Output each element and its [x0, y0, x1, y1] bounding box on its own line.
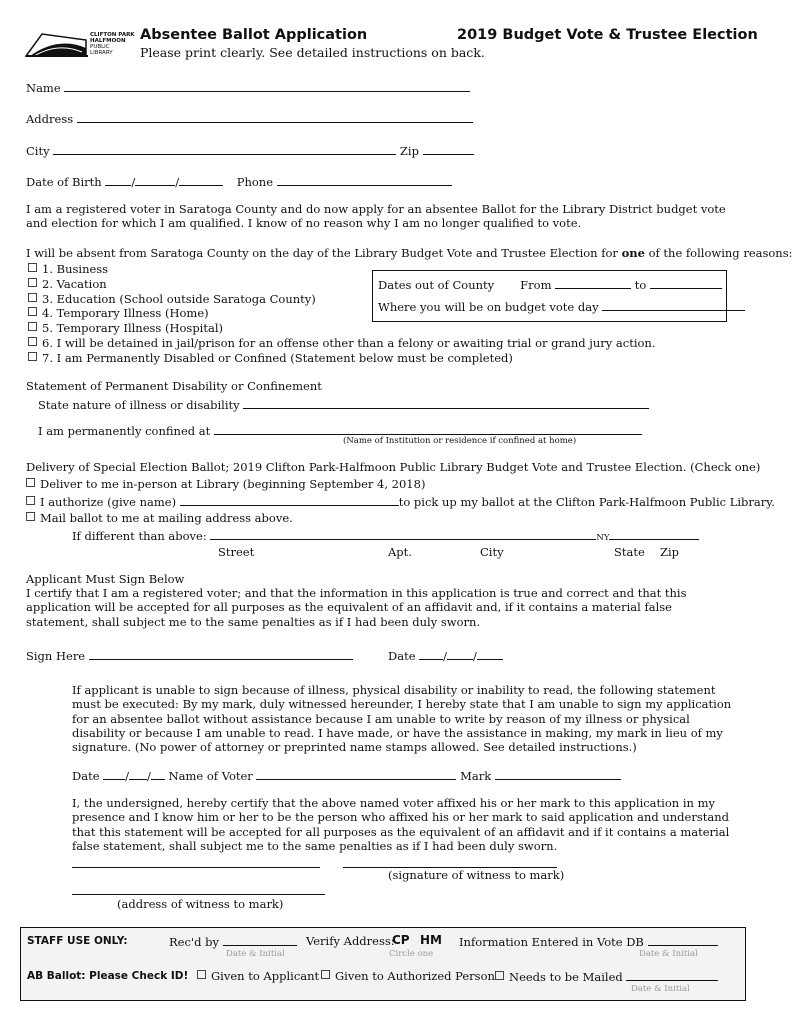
- reason-label: 1. Business: [42, 262, 109, 276]
- zip-caption: Zip: [660, 545, 680, 559]
- zip-label: Zip: [399, 144, 419, 158]
- checkbox[interactable]: [321, 970, 330, 979]
- reason-label: 3. Education (School outside Saratoga County): [42, 291, 316, 306]
- sign-date-month[interactable]: [419, 648, 443, 660]
- sign-date-year[interactable]: [477, 648, 503, 660]
- mailing-address-field[interactable]: [210, 528, 596, 540]
- entered-field[interactable]: [648, 934, 718, 946]
- ab-ballot-label: AB Ballot: Please Check ID!: [27, 970, 189, 982]
- confined-note: (Name of Institution or residence if confined at home): [343, 436, 577, 446]
- verify-label: Verify Address:: [306, 934, 395, 948]
- confined-field[interactable]: [214, 423, 642, 435]
- checkbox[interactable]: [26, 478, 35, 487]
- needs-mailed-option[interactable]: [495, 969, 718, 984]
- given-authorized-option[interactable]: [321, 969, 495, 983]
- mailed-field[interactable]: [626, 969, 718, 981]
- checkbox[interactable]: [28, 322, 37, 331]
- confined-label: I am permanently confined at: [38, 424, 211, 438]
- reason-7[interactable]: [28, 351, 656, 366]
- zip-field[interactable]: [423, 143, 474, 155]
- checkbox[interactable]: [495, 971, 504, 980]
- disability-title: Statement of Permanent Disability or Confinement: [26, 379, 322, 393]
- absent-end: of the following reasons:: [644, 246, 793, 260]
- reason-label: 2. Vacation: [42, 276, 107, 291]
- apt-caption: Apt.: [388, 545, 412, 559]
- state-caption: State: [614, 545, 645, 559]
- to-date-field[interactable]: [650, 277, 722, 289]
- mark-statement: [72, 683, 737, 754]
- mark-bold-2: must be executed:: [72, 697, 179, 712]
- witness-signature-field[interactable]: [343, 856, 557, 868]
- mark-bold-1: If applicant is unable to sign because of illness, physical disability or inability to read, the following statement: [72, 683, 716, 697]
- sign-date-label: Date: [388, 649, 416, 663]
- certify-text: I certify that I am a registered voter; and that the information in this application is true and correct and that this application will be accepted for all purposes as the equivalent of an affidavit and, if it contains a material false statement, shall subject me to the same penalties as if I had been duly sworn.: [26, 586, 687, 629]
- recd-label: Rec'd by: [169, 935, 219, 949]
- ny-label: NY: [596, 533, 610, 543]
- address-field[interactable]: [77, 111, 473, 123]
- dob-year-field[interactable]: [179, 174, 223, 186]
- delivery-option-3[interactable]: [26, 511, 293, 525]
- logo-line-4: LIBRARY: [90, 50, 113, 56]
- recd-date-initial: Date & Initial: [226, 949, 285, 959]
- name-voter-label: Name of Voter: [168, 769, 253, 783]
- checkbox[interactable]: [28, 352, 37, 361]
- where-label: Where you will be on budget vote day: [378, 300, 599, 314]
- mark-date-month[interactable]: [103, 768, 125, 780]
- checkbox[interactable]: [26, 496, 35, 505]
- hm-option[interactable]: HM: [420, 933, 442, 947]
- from-label: From: [520, 278, 552, 292]
- checkbox[interactable]: [28, 278, 37, 287]
- sign-title: Applicant Must Sign Below: [26, 572, 185, 586]
- library-logo-icon: [24, 28, 90, 58]
- delivery-option-label-end: to pick up my ballot at the Clifton Park-Halfmoon Public Library.: [398, 495, 775, 509]
- nature-label: State nature of illness or disability: [38, 398, 240, 412]
- reason-label: 7. I am Permanently Disabled or Confined (Statement below must be completed): [42, 350, 513, 365]
- cp-option[interactable]: CP: [392, 933, 410, 947]
- delivery-text: 2019 Clifton Park-Halfmoon Public Library Budget Vote and Trustee Election. (Check one): [229, 460, 761, 474]
- absent-mid: on the day of the Library Budget Vote and Trustee Election for: [248, 246, 622, 260]
- delivery-option-2[interactable]: [26, 494, 775, 509]
- address-label: Address: [26, 112, 74, 126]
- mark-date-label: Date: [72, 769, 100, 783]
- circle-one-caption: Circle one: [389, 949, 434, 959]
- mailed-date-initial: Date & Initial: [631, 984, 690, 994]
- phone-field[interactable]: [277, 174, 452, 186]
- election-title: 2019 Budget Vote & Trustee Election: [457, 27, 758, 43]
- mailing-zip-field[interactable]: [609, 528, 699, 540]
- sign-date-day[interactable]: [447, 648, 473, 660]
- delivery-option-label: Mail ballot to me at mailing address above.: [40, 511, 293, 525]
- staff-use-box: [20, 927, 746, 1001]
- delivery-option-1[interactable]: [26, 477, 425, 491]
- from-date-field[interactable]: [555, 277, 631, 289]
- given-applicant-option[interactable]: [197, 969, 319, 983]
- entered-label: Information Entered in Vote DB: [459, 935, 644, 949]
- declaration-bold: I am a registered voter in Saratoga County: [26, 202, 278, 216]
- street-caption: Street: [218, 545, 255, 559]
- library-logo: [24, 28, 90, 61]
- witness-statement: I, the undersigned, hereby certify that the above named voter affixed his or her mark to this application in my presence and I know him or her to be the person who affixed his or her mark to said application and understand that this statement will be accepted for all purposes as the equivalent of an affidavit and if it contains a material false statement, shall subject me to the same penalties as if I had been duly sworn.: [72, 796, 730, 853]
- name-field[interactable]: [64, 80, 470, 92]
- staff-use-label: STAFF USE ONLY:: [27, 935, 128, 947]
- reason-6[interactable]: [28, 336, 656, 351]
- witness-address-field[interactable]: [72, 883, 325, 895]
- mark-date-year[interactable]: [151, 768, 165, 780]
- if-different-label: If different than above:: [72, 529, 207, 543]
- mark-text: By my mark, duly witnessed hereunder, I hereby state that I am unable to sign my application for an absentee ballot without assistance because I am unable to write by reason of my illness or physical disability or because I am unable to read. I have made, or have the assistance in making, my mark in lieu of my signature. (No power of attorney or preprinted name stamps allowed. See detailed instructions.): [72, 697, 732, 755]
- mark-field[interactable]: [495, 768, 621, 780]
- checkbox[interactable]: [28, 337, 37, 346]
- nature-field[interactable]: [243, 397, 649, 409]
- to-label: to: [634, 278, 647, 292]
- checkbox[interactable]: [26, 512, 35, 521]
- city-caption: City: [480, 545, 504, 559]
- absent-bold: I will be absent from Saratoga County: [26, 246, 249, 260]
- logo-line-2: HALFMOON: [90, 38, 126, 44]
- reason-5[interactable]: [28, 321, 656, 336]
- given-authorized-label: Given to Authorized Person: [335, 969, 495, 983]
- given-applicant-label: Given to Applicant: [211, 969, 320, 983]
- declaration: [26, 202, 726, 231]
- form-subtitle: Please print clearly. See detailed instructions on back.: [140, 45, 485, 60]
- witness-signature-caption: (signature of witness to mark): [388, 868, 565, 882]
- name-label: Name: [26, 81, 61, 95]
- delivery-option-label: Deliver to me in-person at Library (beginning September 4, 2018): [40, 477, 426, 491]
- city-field[interactable]: [53, 143, 396, 155]
- dob-month-field[interactable]: [105, 174, 131, 186]
- form-title: Absentee Ballot Application: [140, 27, 368, 43]
- checkbox[interactable]: [28, 263, 37, 272]
- mark-date-day[interactable]: [129, 768, 147, 780]
- declaration-text: and do now apply for an absentee Ballot for the Library District budget vote and election for which I am qualified. I know of no reason why I am no longer qualified to vote.: [26, 202, 726, 231]
- delivery-heading: [26, 460, 760, 474]
- mark-label: Mark: [460, 769, 492, 783]
- sign-here-label: Sign Here: [26, 649, 86, 663]
- where-field[interactable]: [602, 299, 745, 311]
- dates-out-box: [372, 270, 727, 322]
- checkbox[interactable]: [28, 293, 37, 302]
- absent-statement: [26, 246, 793, 260]
- logo-line-3: PUBLIC: [90, 44, 110, 50]
- dob-label: Date of Birth: [26, 175, 102, 189]
- reason-label: 4. Temporary Illness (Home): [42, 306, 209, 321]
- delivery-option-label: I authorize (give name): [40, 495, 177, 509]
- logo-line-1: CLIFTON PARK: [90, 32, 135, 38]
- checkbox[interactable]: [28, 307, 37, 316]
- checkbox[interactable]: [197, 970, 206, 979]
- dates-label: Dates out of County: [378, 278, 495, 292]
- phone-label: Phone: [236, 175, 273, 189]
- needs-mailed-label: Needs to be Mailed: [509, 970, 623, 984]
- absent-one: one: [621, 246, 645, 260]
- recd-field[interactable]: [223, 934, 297, 946]
- reason-label: 6. I will be detained in jail/prison for an offense other than a felony or awaiting trial or grand jury action.: [42, 335, 656, 350]
- dob-day-field[interactable]: [135, 174, 175, 186]
- reason-label: 5. Temporary Illness (Hospital): [42, 321, 223, 336]
- city-label: City: [26, 144, 50, 158]
- voter-name-field[interactable]: [256, 768, 456, 780]
- witness-address-caption: (address of witness to mark): [117, 897, 284, 911]
- witness-line-left[interactable]: [72, 856, 320, 868]
- authorized-name-field[interactable]: [180, 494, 399, 506]
- signature-field[interactable]: [89, 648, 353, 660]
- entered-date-initial: Date & Initial: [639, 949, 698, 959]
- delivery-bold: Delivery of Special Election Ballot;: [26, 460, 230, 474]
